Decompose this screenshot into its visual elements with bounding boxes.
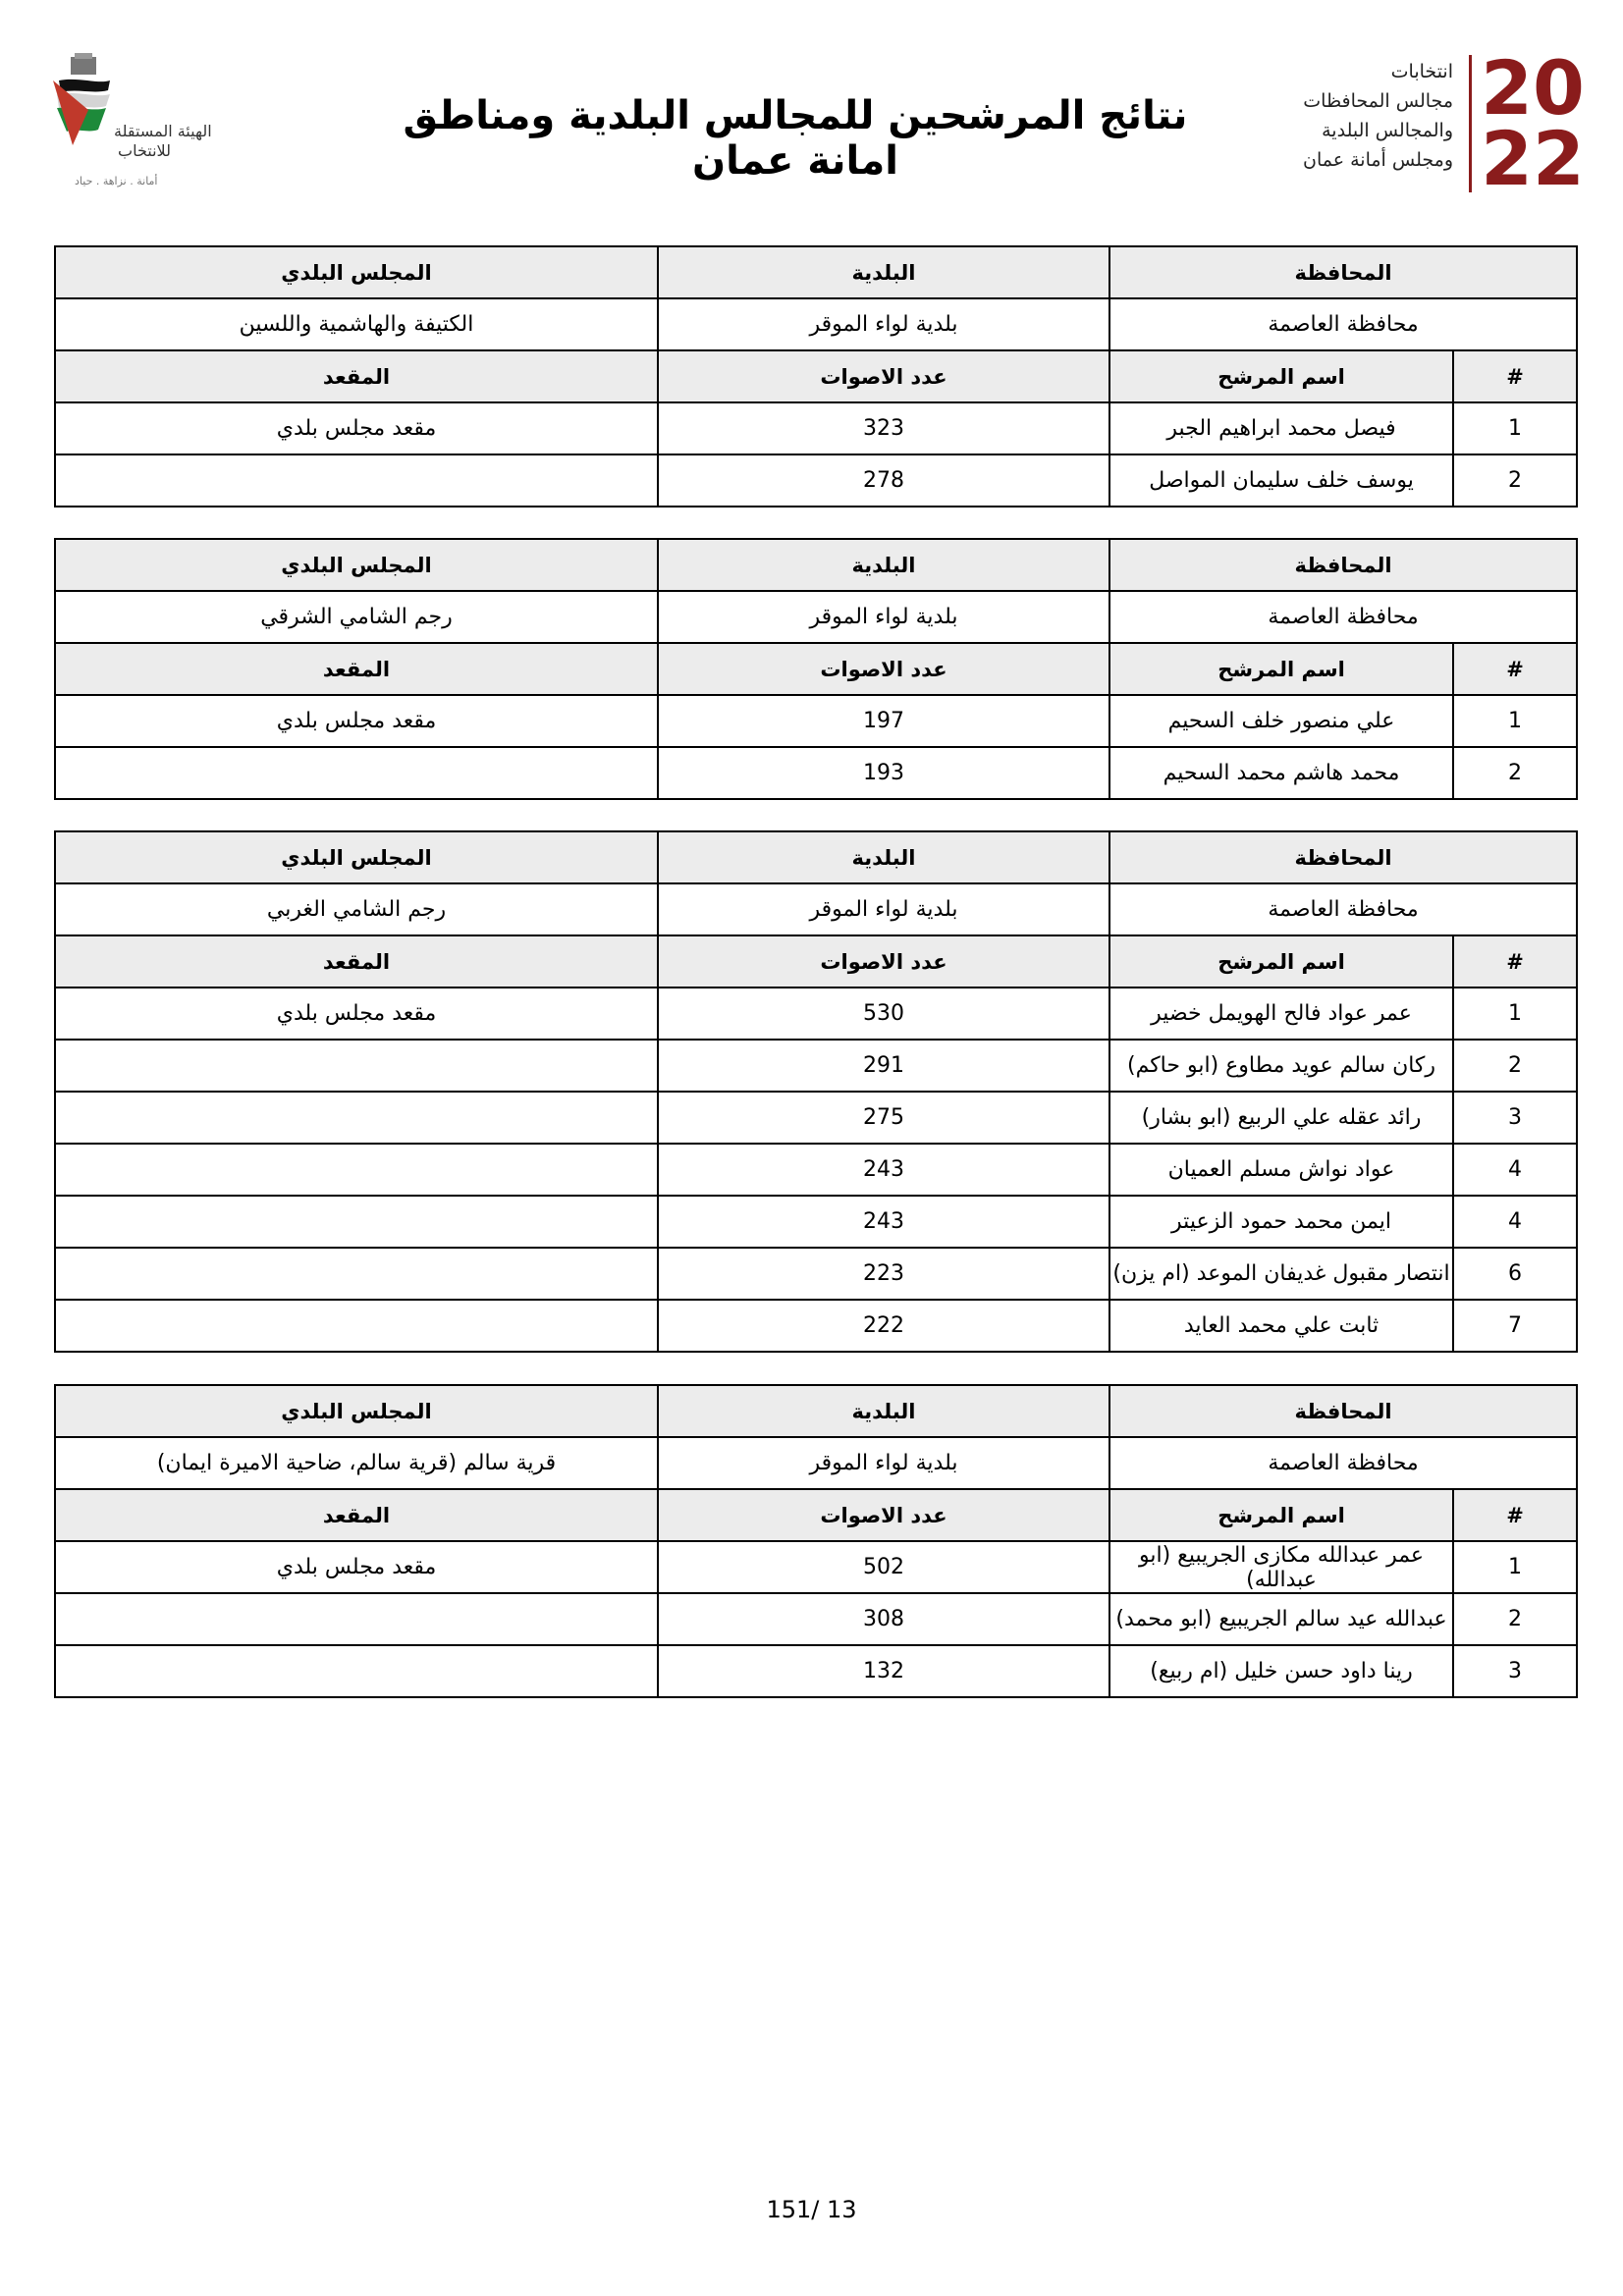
logo-line-2: مجالس المحافظات	[1303, 90, 1453, 112]
row-index: 7	[1453, 1300, 1577, 1352]
seat-value	[55, 454, 658, 507]
candidate-header: اسم المرشح	[1109, 643, 1453, 695]
vote-count: 197	[658, 695, 1109, 747]
row-index: 6	[1453, 1248, 1577, 1300]
table-row	[55, 1144, 1577, 1196]
row-index: 4	[1453, 1196, 1577, 1248]
council-value: رجم الشامي الغربي	[55, 883, 658, 935]
votes-header: عدد الاصوات	[658, 935, 1109, 988]
table-row	[55, 695, 1577, 747]
row-index: 2	[1453, 747, 1577, 799]
candidate-header: اسم المرشح	[1109, 1489, 1453, 1541]
seat-header: المقعد	[55, 1489, 658, 1541]
row-index: 1	[1453, 695, 1577, 747]
votes-header: عدد الاصوات	[658, 1489, 1109, 1541]
table-row	[55, 402, 1577, 454]
seat-value: مقعد مجلس بلدي	[55, 695, 658, 747]
candidate-name: محمد هاشم محمد السحيم	[1109, 747, 1453, 799]
vote-count: 530	[658, 988, 1109, 1040]
municipality-label: البلدية	[658, 246, 1109, 298]
vote-count: 502	[658, 1541, 1109, 1593]
index-header: #	[1453, 1489, 1577, 1541]
table-row	[55, 1196, 1577, 1248]
candidate-name: يوسف خلف سليمان المواصل	[1109, 454, 1453, 507]
council-label: المجلس البلدي	[55, 246, 658, 298]
seat-value	[55, 747, 658, 799]
vote-count: 278	[658, 454, 1109, 507]
municipality-value: بلدية لواء الموقر	[658, 591, 1109, 643]
votes-header: عدد الاصوات	[658, 643, 1109, 695]
votes-header: عدد الاصوات	[658, 350, 1109, 402]
vote-count: 308	[658, 1593, 1109, 1645]
elections-2022-logo	[1296, 44, 1591, 202]
seat-header: المقعد	[55, 643, 658, 695]
candidate-name: علي منصور خلف السحيم	[1109, 695, 1453, 747]
vote-count: 243	[658, 1196, 1109, 1248]
governorate-label: المحافظة	[1109, 539, 1577, 591]
municipality-value: بلدية لواء الموقر	[658, 1437, 1109, 1489]
seat-value	[55, 1593, 658, 1645]
iec-name-line2: للانتخاب	[118, 141, 171, 160]
candidate-name: ثابت علي محمد العايد	[1109, 1300, 1453, 1352]
row-index: 3	[1453, 1092, 1577, 1144]
governorate-label: المحافظة	[1109, 1385, 1577, 1437]
seat-value	[55, 1645, 658, 1697]
iec-emblem-icon	[49, 51, 118, 159]
municipality-label: البلدية	[658, 1385, 1109, 1437]
candidate-name: ركان سالم عويد مطاوع (ابو حاكم)	[1109, 1040, 1453, 1092]
vote-count: 132	[658, 1645, 1109, 1697]
table-row	[55, 454, 1577, 507]
seat-value: مقعد مجلس بلدي	[55, 988, 658, 1040]
row-index: 1	[1453, 1541, 1577, 1593]
governorate-value: محافظة العاصمة	[1109, 1437, 1577, 1489]
seat-value	[55, 1092, 658, 1144]
table-row	[55, 1645, 1577, 1697]
candidate-name: رائد عقله علي الربيع (ابو بشار)	[1109, 1092, 1453, 1144]
governorate-value: محافظة العاصمة	[1109, 298, 1577, 350]
vote-count: 291	[658, 1040, 1109, 1092]
results-block-3	[54, 830, 1578, 1353]
logo-year-bottom: 22	[1481, 115, 1585, 202]
seat-value	[55, 1144, 658, 1196]
row-index: 2	[1453, 454, 1577, 507]
governorate-value: محافظة العاصمة	[1109, 591, 1577, 643]
iec-motto: أمانة . نزاهة . حياد	[75, 175, 158, 187]
governorate-value: محافظة العاصمة	[1109, 883, 1577, 935]
row-index: 2	[1453, 1593, 1577, 1645]
table-row	[55, 1092, 1577, 1144]
logo-line-4: ومجلس أمانة عمان	[1303, 149, 1453, 171]
row-index: 1	[1453, 988, 1577, 1040]
seat-header: المقعد	[55, 350, 658, 402]
municipality-value: بلدية لواء الموقر	[658, 883, 1109, 935]
council-label: المجلس البلدي	[55, 831, 658, 883]
seat-value	[55, 1040, 658, 1092]
logo-divider	[1469, 55, 1472, 192]
vote-count: 243	[658, 1144, 1109, 1196]
municipality-value: بلدية لواء الموقر	[658, 298, 1109, 350]
vote-count: 222	[658, 1300, 1109, 1352]
row-index: 3	[1453, 1645, 1577, 1697]
vote-count: 223	[658, 1248, 1109, 1300]
seat-header: المقعد	[55, 935, 658, 988]
index-header: #	[1453, 350, 1577, 402]
table-row	[55, 1248, 1577, 1300]
council-value: قرية سالم (قرية سالم، ضاحية الاميرة ايمان)	[55, 1437, 658, 1489]
index-header: #	[1453, 935, 1577, 988]
municipality-label: البلدية	[658, 539, 1109, 591]
candidate-name: عمر عبدالله مكازى الجريبيع (ابو عبدالله)	[1109, 1541, 1453, 1593]
vote-count: 323	[658, 402, 1109, 454]
row-index: 1	[1453, 402, 1577, 454]
seat-value	[55, 1300, 658, 1352]
candidate-name: فيصل محمد ابراهيم الجبر	[1109, 402, 1453, 454]
table-row	[55, 1541, 1577, 1593]
page-number: 151/ 13	[766, 2196, 857, 2223]
council-label: المجلس البلدي	[55, 1385, 658, 1437]
candidate-name: رينا داود حسن خليل (ام ربيع)	[1109, 1645, 1453, 1697]
row-index: 4	[1453, 1144, 1577, 1196]
governorate-label: المحافظة	[1109, 831, 1577, 883]
council-label: المجلس البلدي	[55, 539, 658, 591]
results-block-4	[54, 1384, 1578, 1698]
table-row	[55, 1300, 1577, 1352]
page-title: نتائج المرشحين للمجالس البلدية ومناطق امانة عمان	[403, 93, 1188, 184]
candidate-name: عمر عواد فالح الهويمل خضير	[1109, 988, 1453, 1040]
table-row	[55, 1040, 1577, 1092]
seat-value: مقعد مجلس بلدي	[55, 402, 658, 454]
results-block-2	[54, 538, 1578, 800]
table-row	[55, 747, 1577, 799]
candidate-header: اسم المرشح	[1109, 350, 1453, 402]
vote-count: 193	[658, 747, 1109, 799]
logo-year-top: 20	[1481, 44, 1585, 132]
results-block-1	[54, 245, 1578, 507]
council-value: الكتيفة والهاشمية واللسين	[55, 298, 658, 350]
seat-value: مقعد مجلس بلدي	[55, 1541, 658, 1593]
municipality-label: البلدية	[658, 831, 1109, 883]
iec-name-line1: الهيئة المستقلة	[114, 122, 212, 140]
page-header	[0, 0, 1623, 206]
iec-logo	[49, 51, 255, 198]
seat-value	[55, 1248, 658, 1300]
vote-count: 275	[658, 1092, 1109, 1144]
table-row	[55, 988, 1577, 1040]
candidate-name: ايمن محمد حمود الزعيتر	[1109, 1196, 1453, 1248]
candidate-name: عبدالله عيد سالم الجريبيع (ابو محمد)	[1109, 1593, 1453, 1645]
council-value: رجم الشامي الشرقي	[55, 591, 658, 643]
logo-line-1: انتخابات	[1390, 61, 1453, 82]
candidate-name: انتصار مقبول غديفان الموعد (ام يزن)	[1109, 1248, 1453, 1300]
index-header: #	[1453, 643, 1577, 695]
governorate-label: المحافظة	[1109, 246, 1577, 298]
row-index: 2	[1453, 1040, 1577, 1092]
candidate-header: اسم المرشح	[1109, 935, 1453, 988]
seat-value	[55, 1196, 658, 1248]
candidate-name: عواد نواش مسلم العميان	[1109, 1144, 1453, 1196]
table-row	[55, 1593, 1577, 1645]
logo-line-3: والمجالس البلدية	[1322, 120, 1453, 141]
